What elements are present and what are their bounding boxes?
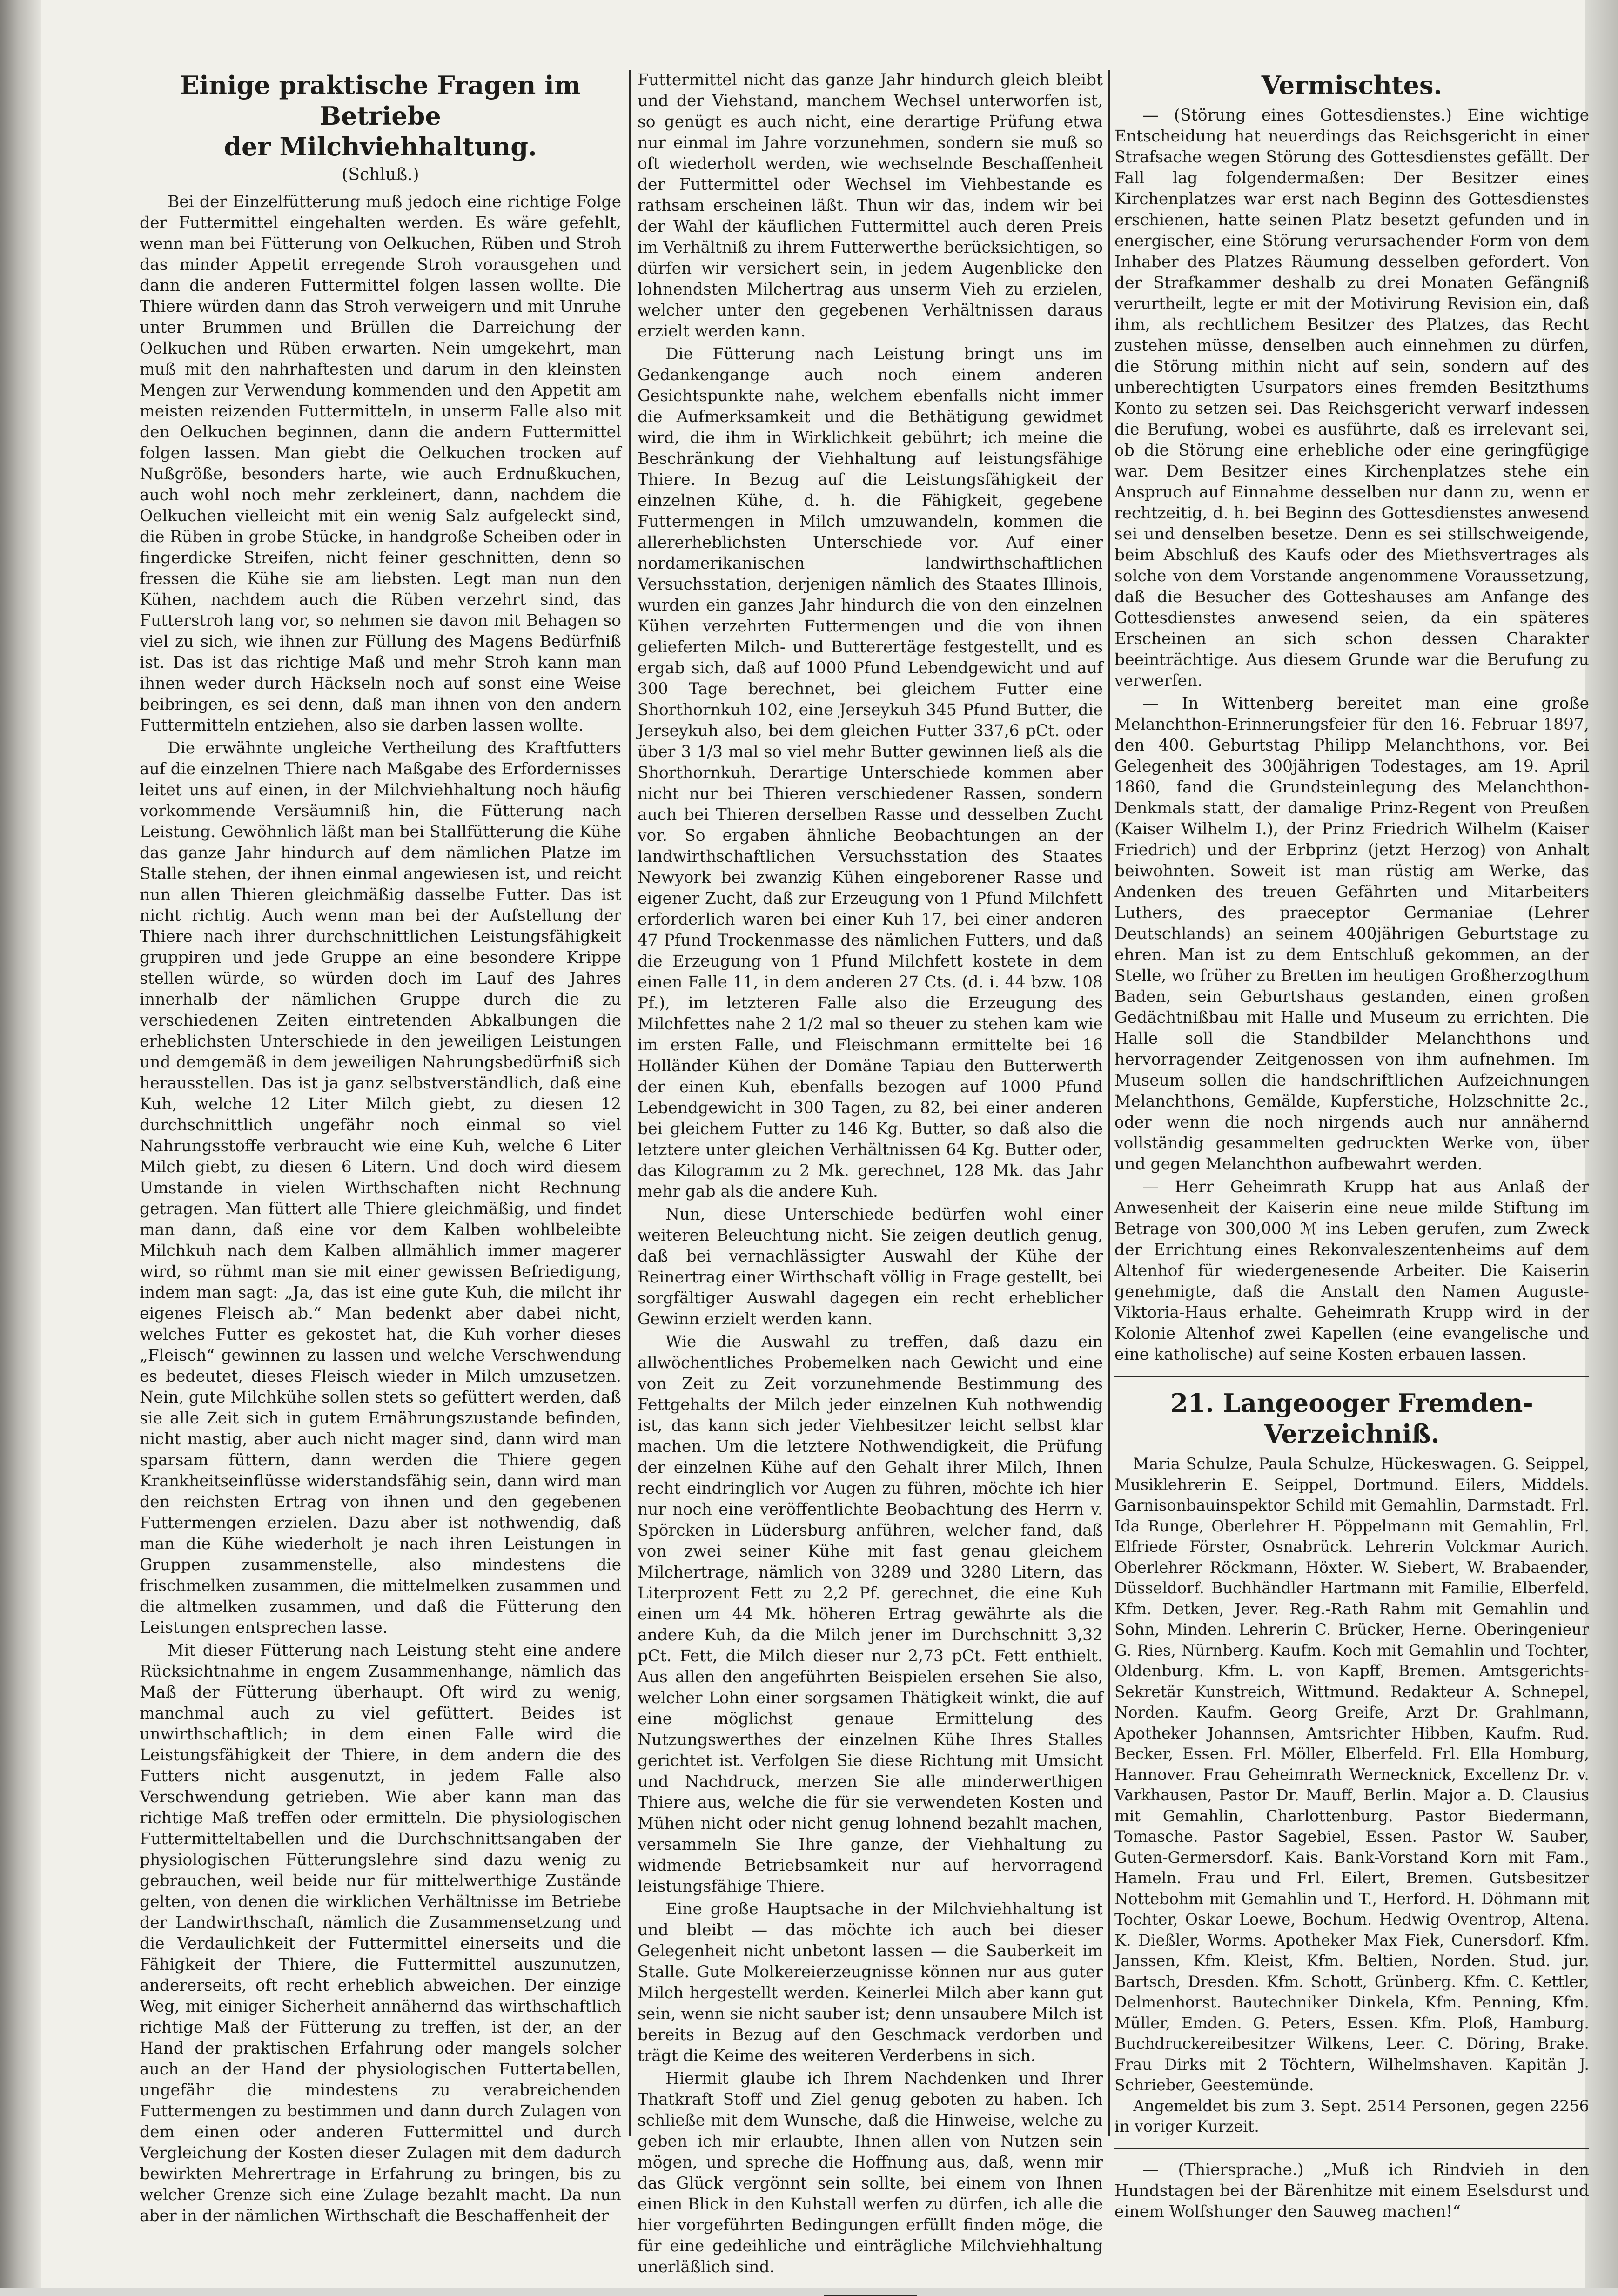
article-title-line1: Einige praktische Fragen im Betriebe (180, 70, 581, 131)
article-title-line2: der Milchviehhaltung. (224, 132, 537, 161)
page-binding-shadow (0, 0, 41, 2288)
article-paragraph: Eine große Hauptsache in der Milchviehhaltung ist und bleibt — das möchte ich auch bei dieser Gelegenheit nicht unbetont lassen — die Sauberkeit im Stalle. Gute Molkereierzeugnisse können nur aus guter Milch hergestellt werden. Keinerlei Milch aber kann gut sein, wenn sie nicht sauber ist; denn unsaubere Milch ist bereits in Bezug auf den Geschmack verdorben und trägt die Keime des weiteren Verderbens in sich. (638, 1900, 1103, 2065)
column-middle (638, 70, 1103, 2276)
fremden-title: 21. Langeooger Fremden-Verzeichniß. (1170, 1388, 1533, 1449)
column-left (140, 70, 621, 2225)
article-paragraph: Mit dieser Fütterung nach Leistung steht eine andere Rücksichtnahme in engem Zusammenhange, nämlich das Maß der Fütterung überhaupt. Oft wird zu wenig, manchmal auch zu viel gefüttert. Beides ist unwirthschaftlich; in dem einen Falle wird die Leistungsfähigkeit der Thiere, in dem andern die des Futters nicht ausgenutzt, in jedem Falle also Verschwendung getrieben. Wie aber kann man das richtige Maß treffen oder ermitteln. Die physiologischen Futtermitteltabellen und die Durchschnittsangaben der physiologischen Fütterungslehre sind dazu wenig zu gebrauchen, weil beide nur für mittelwerthige Zustände gelten, von denen die wirklichen Verhältnisse im Betriebe der Landwirthschaft, nämlich die Zusammensetzung und die Verdaulichkeit der Futtermittel einerseits und die Fähigkeit der Thiere, die Futtermittel auszunutzen, andererseits, oft recht erheblich abweichen. Der einzige Weg, mit einiger Sicherheit annähernd das wirthschaftlich richtige Maß der Fütterung zu treffen, ist der, an der Hand der praktischen Erfahrung oder mangels solcher auch an der Hand der physiologischen Futtertabellen, ungefähr die mindestens zu verabreichenden Futtermengen zu bestimmen und dann durch Zulagen von dem einen oder anderen Futtermittel und durch Vergleichung der Kosten dieser Zulagen mit dem dadurch bewirkten Mehrertrage in Erfahrung zu bringen, bis zu welcher Grenze sich eine Zulage bezahlt macht. Da nun aber in der nämlichen Wirthschaft die Beschaffenheit der (140, 1641, 621, 2225)
article-paragraph: Bei der Einzelfütterung muß jedoch eine richtige Folge der Futtermittel eingehalten werden. Es wäre gefehlt, wenn man bei Fütterung von Oelkuchen, Rüben und Stroh das minder Appetit erregende Stroh vorausgehen und dann die anderen Futtermittel folgen lassen wollte. Die Thiere würden dann das Stroh verweigern und mit Unruhe unter Brummen und Brüllen die Darreichung der Oelkuchen und Rüben erwarten. Nein umgekehrt, man muß mit den nahrhaftesten und darum in den kleinsten Mengen zur Verwendung kommenden und den Appetit am meisten reizenden Futtermitteln, in unserm Falle also mit den Oelkuchen beginnen, dann die andern Futtermittel folgen lassen. Man giebt die Oelkuchen trocken auf Nußgröße, besonders harte, wie auch Erdnußkuchen, auch wohl noch mehr zerkleinert, dann, nachdem die Oelkuchen vielleicht mit ein wenig Salz aufgeleckt sind, die Rüben in grobe Stücke, in handgroße Scheiben oder in fingerdicke Streifen, nicht feiner geschnitten, denn so fressen die Kühe sie am liebsten. Legt man nun den Kühen, nachdem auch die Rüben verzehrt sind, das Futterstroh lang vor, so nehmen sie davon mit Behagen so viel zu sich, wie ihnen zur Füllung des Magens Bedürfniß ist. Das ist das richtige Maß und mehr Stroh kann man ihnen weder durch Häckseln noch auf sonst eine Weise beibringen, es sei denn, daß man ihnen von den andern Futtermitteln entziehen, also sie darben lassen wollte. (140, 193, 621, 735)
article-paragraph: Nun, diese Unterschiede bedürfen wohl einer weiteren Beleuchtung nicht. Sie zeigen deutlich genug, daß bei vernachlässigter Auswahl der Kühe der Reinertrag einer Wirthschaft völlig in Frage gestellt, bei sorgfältiger Auswahl dagegen ein recht erheblicher Gewinn erzielt werden kann. (638, 1205, 1103, 1329)
article-title (140, 70, 621, 162)
page-edge (1585, 0, 1618, 2288)
column-right (1114, 70, 1589, 2221)
column-rule-left (629, 70, 631, 2136)
fremden-total: Angemeldet bis zum 3. Sept. 2514 Personen, gegen 2256 in voriger Kurzeit. (1114, 2096, 1589, 2135)
fremden-list: Maria Schulze, Paula Schulze, Hückeswagen. G. Seippel, Musiklehrerin E. Seippel, Dortmund. Eilers, Middels. Garnisonbauinspektor Schild mit Gemahlin, Darmstadt. Frl. Ida Runge, Oberlehrer H. Pöppelmann mit Gemahlin, Frl. Elfriede Förster, Osnabrück. Lehrerin Volckmar Aurich. Oberlehrer Röckmann, Höxter. W. Siebert, W. Brabaender, Düsseldorf. Buchhändler Hartmann mit Familie, Elberfeld. Kfm. Detken, Jever. Reg.-Rath Rahm mit Gemahlin und Sohn, Minden. Lehrerin C. Brücker, Herne. Oberingenieur G. Ries, Nürnberg. Kaufm. Koch mit Gemahlin und Tochter, Oldenburg. Kfm. L. von Kapff, Bremen. Amtsgerichts-Sekretär Kunstreich, Wittmund. Redakteur A. Schnepel, Norden. Kaufm. Georg Greife, Arzt Dr. Grahlmann, Apotheker Johannsen, Amtsrichter Hibben, Kaufm. Rud. Becker, Essen. Frl. Möller, Elberfeld. Frl. Ella Homburg, Hannover. Frau Geheimrath Wernecknick, Excellenz Dr. v. Varkhausen, Pastor Dr. Mauff, Berlin. Major a. D. Clausius mit Gemahlin, Charlottenburg. Pastor Biedermann, Tomasche. Pastor Sagebiel, Essen. Pastor W. Sauber, Guten-Germersdorf. Kais. Bank-Vorstand Korn mit Fam., Hameln. Frau und Frl. Eilert, Bremen. Gutsbesitzer Nottebohm mit Gemahlin und T., Herford. H. Döhmann mit Tochter, Oskar Loewe, Bochum. Hedwig Oventrop, Altena. K. Dießler, Worms. Apotheker Max Fiek, Cunersdorf. Kfm. Janssen, Kfm. Kleist, Kfm. Beltien, Norden. Stud. jur. Bartsch, Dresden. Kfm. Schott, Grünberg. Kfm. C. Kettler, Delmenhorst. Bautechniker Dinkela, Kfm. Penning, Kfm. Müller, Emden. G. Peters, Essen. Kfm. Ploß, Hamburg. Buchdruckereibesitzer Wilkens, Leer. C. Döring, Brake. Frau Dirks mit 2 Töchtern, Wilhelmshaven. Kapitän J. Schrieber, Geestemünde. (1114, 1455, 1589, 2094)
article-paragraph: Die erwähnte ungleiche Vertheilung des Kraftfutters auf die einzelnen Thiere nach Maßgabe des Erfordernisses leitet uns auf einen, in der Milchviehhaltung noch häufig vorkommende Versäumniß hin, die Fütterung nach Leistung. Gewöhnlich läßt man bei Stallfütterung die Kühe das ganze Jahr hindurch auf dem nämlichen Platze im Stalle stehen, der ihnen einmal angewiesen ist, und reicht nun allen Thieren gleichmäßig dasselbe Futter. Das ist nicht richtig. Auch wenn man bei der Aufstellung der Thiere nach ihrer durchschnittlichen Leistungsfähigkeit gruppiren und jede Gruppe an eine besondere Krippe stellen würde, so würden doch im Lauf des Jahres innerhalb der nämlichen Gruppe durch die zu verschiedenen Zeiten eintretenden Abkalbungen die erheblichsten Unterschiede in den jeweiligen Leistungen und demgemäß in dem jeweiligen Nahrungsbedürfniß sich herausstellen. Das ist ja ganz selbstverständlich, daß eine Kuh, welche 12 Liter Milch giebt, zu diesen 12 durchschnittlich ungefähr noch einmal so viel Nahrungsstoffe verbraucht wie eine Kuh, welche 6 Liter Milch giebt, zu diesen 6 Litern. Und doch wird diesem Umstande in vielen Wirthschaften nicht Rechnung getragen. Man füttert alle Thiere gleichmäßig, und findet man dann, daß eine vor dem Kalben wohlbeleibte Milchkuh nach dem Kalben allmählich immer magerer wird, so rühmt man sie mit einer gewissen Befriedigung, indem man sagt: „Ja, das ist eine gute Kuh, die milcht ihr eigenes Fleisch ab.“ Man bedenkt aber dabei nicht, welches Futter es gekostet hat, die Kuh vorher dieses „Fleisch“ gewinnen zu lassen und welche Verschwendung es bedeutet, dieses Fleisch wieder in Milch umzusetzen. Nein, gute Milchkühe sollen stets so gefüttert werden, daß sie alle Zeit sich in gutem Ernährungszustande befinden, nicht mastig, aber auch nicht mager sind, dann wird man sparsam füttern, dann werden die Thiere gegen Krankheitseinflüsse widerstandsfähig sein, dann wird man den reichsten Ertrag von ihnen und den gegebenen Futtermengen erzielen. Dazu aber ist nothwendig, daß man die Kühe wiederholt je nach ihren Leistungen in Gruppen zusammenstelle, also mindestens die frischmelken zusammen, die mittelmelken zusammen und die altmelken zusammen, und daß die Fütterung den Leistungen entsprechen lasse. (140, 739, 621, 1637)
article-subtitle: (Schluß.) (342, 165, 419, 184)
vermischtes-item: — In Wittenberg bereitet man eine große Melanchthon-Erinnerungsfeier für den 16. Februar 1897, den 400. Geburtstag Philipp Melanchthons, vor. Bei Gelegenheit des 300jährigen Todestages, am 19. April 1860, fand die Grundsteinlegung des Melanchthon-Denkmals statt, der damalige Prinz-Regent von Preußen (Kaiser Wilhelm I.), der Prinz Friedrich Wilhelm (Kaiser Friedrich) und der Erbprinz (jetzt Herzog) von Anhalt beiwohnten. Soweit ist man rüstig am Werke, das Andenken des treuen Gefährten und Mitarbeiters Luthers, des praeceptor Germaniae (Lehrer Deutschlands) an seinem 400jährigen Geburtstage zu ehren. Man ist zu dem Entschluß gekommen, an der Stelle, wo früher zu Bretten im heutigen Großherzogthum Baden, sein Geburtshaus gestanden, einen großen Gedächtnißbau mit Halle und Museum zu errichten. Die Halle soll die Standbilder Melanchthons und hervorragender Zeitgenossen von ihm aufnehmen. Im Museum sollen die handschriftlichen Aufzeichnungen Melanchthons, Gemälde, Kupferstiche, Holzschnitte 2c., oder wenn die noch nirgends auch nur annähernd vollständig gesammelten gedruckten Werke von, über und gegen Melanchthon aufbewahrt werden. (1114, 694, 1589, 1174)
article-paragraph: Die Fütterung nach Leistung bringt uns im Gedankengange auch noch einem anderen Gesichtspunkte nahe, welchem ebenfalls nicht immer die Aufmerksamkeit und die Bethätigung gewidmet wird, die ihm in Wirklichkeit gebührt; ich meine die Beschränkung der Viehhaltung auf leistungsfähige Thiere. In Bezug auf die Leistungsfähigkeit der einzelnen Kühe, d. h. die Fähigkeit, gegebene Futtermengen in Milch umzuwandeln, kommen die allererheblichsten Unterschiede vor. Auf einer nordamerikanischen landwirthschaftlichen Versuchsstation, derjenigen nämlich des Staates Illinois, wurden ein ganzes Jahr hindurch die von den einzelnen Kühen verzehrten Futtermengen und die von ihnen gelieferten Milch- und Butterertäge festgestellt, und es ergab sich, daß auf 1000 Pfund Lebendgewicht und auf 300 Tage berechnet, bei gleichem Futter eine Shorthornkuh 102, eine Jerseykuh 345 Pfund Butter, die Jerseykuh also, bei dem gleichen Futter 337,6 pCt. oder über 3 1/3 mal so viel mehr Butter gewinnen ließ als die Shorthornkuh. Derartige Unterschiede kommen aber nicht nur bei Thieren verschiedener Rassen, sondern auch bei Thieren derselben Rasse und desselben Zucht vor. So ergaben ähnliche Beobachtungen an der landwirthschaftlichen Versuchsstation des Staates Newyork bei zwanzig Kühen eingeborener Rasse und eigener Zucht, daß zur Erzeugung von 1 Pfund Milchfett erforderlich waren bei einer Kuh 17, bei einer anderen 47 Pfund Trockenmasse des nämlichen Futters, und daß die Erzeugung von 1 Pfund Milchfett kostete in dem einen Falle 11, in dem anderen 27 Cts. (d. i. 44 bzw. 108 Pf.), im letzteren Falle also die Erzeugung des Milchfettes nahe 2 1/2 mal so theuer zu stehen kam wie im ersten Falle, und Fleischmann ermittelte bei 16 Holländer Kühen der Domäne Tapiau den Butterwerth der einen Kuh, ebenfalls bezogen auf 1000 Pfund Lebendgewicht in 300 Tagen, zu 82, bei einer anderen bei gleichem Futter zu 146 Kg. Butter, so daß also die letztere unter gleichen Verhältnissen 64 Kg. Butter oder, das Kilogramm zu 2 Mk. gerechnet, 128 Mk. das Jahr mehr gab als die andere Kuh. (638, 345, 1103, 1201)
section-divider (1114, 2148, 1589, 2149)
article-paragraph: Futtermittel nicht das ganze Jahr hindurch gleich bleibt und der Viehstand, manchem Wechsel unterworfen ist, so genügt es auch nicht, eine derartige Prüfung etwa nur einmal im Jahre vorzunehmen, sondern sie muß so oft wiederholt werden, wie wechselnde Beschaffenheit der Futtermittel oder Wechsel im Viehbestande es rathsam erscheinen läßt. Thun wir das, indem wir bei der Wahl der käuflichen Futtermittel auch deren Preis im Verhältniß zu ihrem Futterwerthe berücksichtigen, so dürfen wir versichert sein, in jedem Augenblicke den lohnendsten Milchertrag aus unserm Vieh zu erzielen, welcher unter den gegebenen Verhältnissen daraus erzielt werden kann. (638, 71, 1103, 341)
column-rule-right (1108, 70, 1110, 2136)
article-paragraph: Wie die Auswahl zu treffen, daß dazu ein allwöchentliches Probemelken nach Gewicht und eine von Zeit zu Zeit vorzunehmende Bestimmung des Fettgehalts der Milch jeder einzelnen Kuh nothwendig ist, das kann sich jeder Viehbesitzer leicht selbst klar machen. Um die letztere Nothwendigkeit, die Prüfung der einzelnen Kühe auf den Gehalt ihrer Milch, Ihnen recht eindringlich vor Augen zu führen, möchte ich hier nur noch eine veröffentlichte Beobachtung des Herrn v. Spörcken in Lüdersburg anführen, welcher fand, daß von zwei seiner Kühe mit fast genau gleichem Milchertrage, nämlich von 3289 und 3280 Litern, das Literprozent Fett zu 2,2 Pf. gerechnet, die eine Kuh einen um 44 Mk. höheren Ertrag gewährte als die andere Kuh, da die Milch jener im Durchschnitt 3,32 pCt. Fett, die Milch dieser nur 2,73 pCt. Fett enthielt. Aus allen den angeführten Beispielen ersehen Sie also, welcher Lohn einer sorgsamen Thätigkeit winkt, die auf eine möglichst genaue Ermittelung des Nutzungswerthes der einzelnen Kühe Ihres Stalles gerichtet ist. Verfolgen Sie diese Richtung mit Umsicht und Nachdruck, merzen Sie alle minderwerthigen Thiere aus, welche die für sie verwendeten Kosten und Mühen nicht oder nicht genug lohnend bezahlt machen, versammeln Sie Ihre ganze, der Viehhaltung zu widmende Betriebsamkeit nur auf hervorragend leistungsfähige Thiere. (638, 1333, 1103, 1896)
thiersprache-item: — (Thiersprache.) „Muß ich Rindvieh in den Hundstagen bei der Bärenhitze mit einem Eselsdurst und einem Wolfshunger den Sauweg machen!“ (1114, 2160, 1589, 2221)
vermischtes-item: — Herr Geheimrath Krupp hat aus Anlaß der Anwesenheit der Kaiserin eine neue milde Stiftung im Betrage von 300,000 ℳ ins Leben gerufen, zum Zweck der Errichtung eines Rekonvaleszentenheims auf dem Altenhof für wiedergenesende Arbeiter. Die Kaiserin genehmigte, daß die Anstalt den Namen Auguste-Viktoria-Haus erhalte. Geheimrath Krupp wird in der Kolonie Altenhof zwei Kapellen (eine evangelische und eine katholische) auf seine Kosten erbauen lassen. (1114, 1178, 1589, 1364)
article-paragraph: Hiermit glaube ich Ihrem Nachdenken und Ihrer Thatkraft Stoff und Ziel genug geboten zu haben. Ich schließe mit dem Wunsche, daß die Hinweise, welche zu geben ich mir erlaubte, Ihnen allen von Nutzen sein mögen, und spreche die Hoffnung aus, daß, wenn mir das Glück vergönnt sein sollte, bei einem von Ihnen einen Blick in den Kuhstall werfen zu dürfen, ich alle die hier vorgeführten Bedingungen erfüllt finden möge, die für eine gedeihliche und einträgliche Milchviehhaltung unerläßlich sind. (638, 2069, 1103, 2276)
vermischtes-item: — (Störung eines Gottesdienstes.) Eine wichtige Entscheidung hat neuerdings das Reichsgericht in einer Strafsache wegen Störung des Gottesdienstes gefällt. Der Fall lag folgendermaßen: Der Besitzer eines Kirchenplatzes war erst nach Beginn des Gottesdienstes erschienen, hatte seinen Platz besetzt gefunden und in energischer, eine Störung verursachender Form von dem Inhaber des Platzes Räumung desselben gefordert. Von der Strafkammer deshalb zu drei Monaten Gefängniß verurtheilt, legte er mit der Motivirung Revision ein, daß ihm, als rechtlichem Besitzer des Platzes, das Recht zustehen müsse, denselben auch einnehmen zu dürfen, die Störung mithin nicht auf sein, sondern auf des unberechtigten Usurpators eines fremden Besitzthums Konto zu setzen sei. Das Reichsgericht verwarf indessen die Berufung, wobei es ausführte, daß es irrelevant sei, ob die Störung eine erhebliche oder eine geringfügige war. Dem Besitzer eines Kirchenplatzes stehe ein Anspruch auf Einnahme desselben nur dann zu, wenn er rechtzeitig, d. h. bei Beginn des Gottesdienstes anwesend sei und denselben besetze. Denn es sei stillschweigende, beim Abschluß des Kaufs oder des Miethsvertrages als solche von dem Vorstande angenommene Voraussetzung, daß die Besucher des Gotteshauses am Anfange des Gottesdienstes anwesend seien, da ein späteres Erscheinen an sich schon dessen Charakter beeinträchtige. Aus diesem Grunde war die Berufung zu verwerfen. (1114, 106, 1589, 690)
section-divider (1114, 1376, 1589, 1377)
vermischtes-title: Vermischtes. (1261, 70, 1443, 100)
